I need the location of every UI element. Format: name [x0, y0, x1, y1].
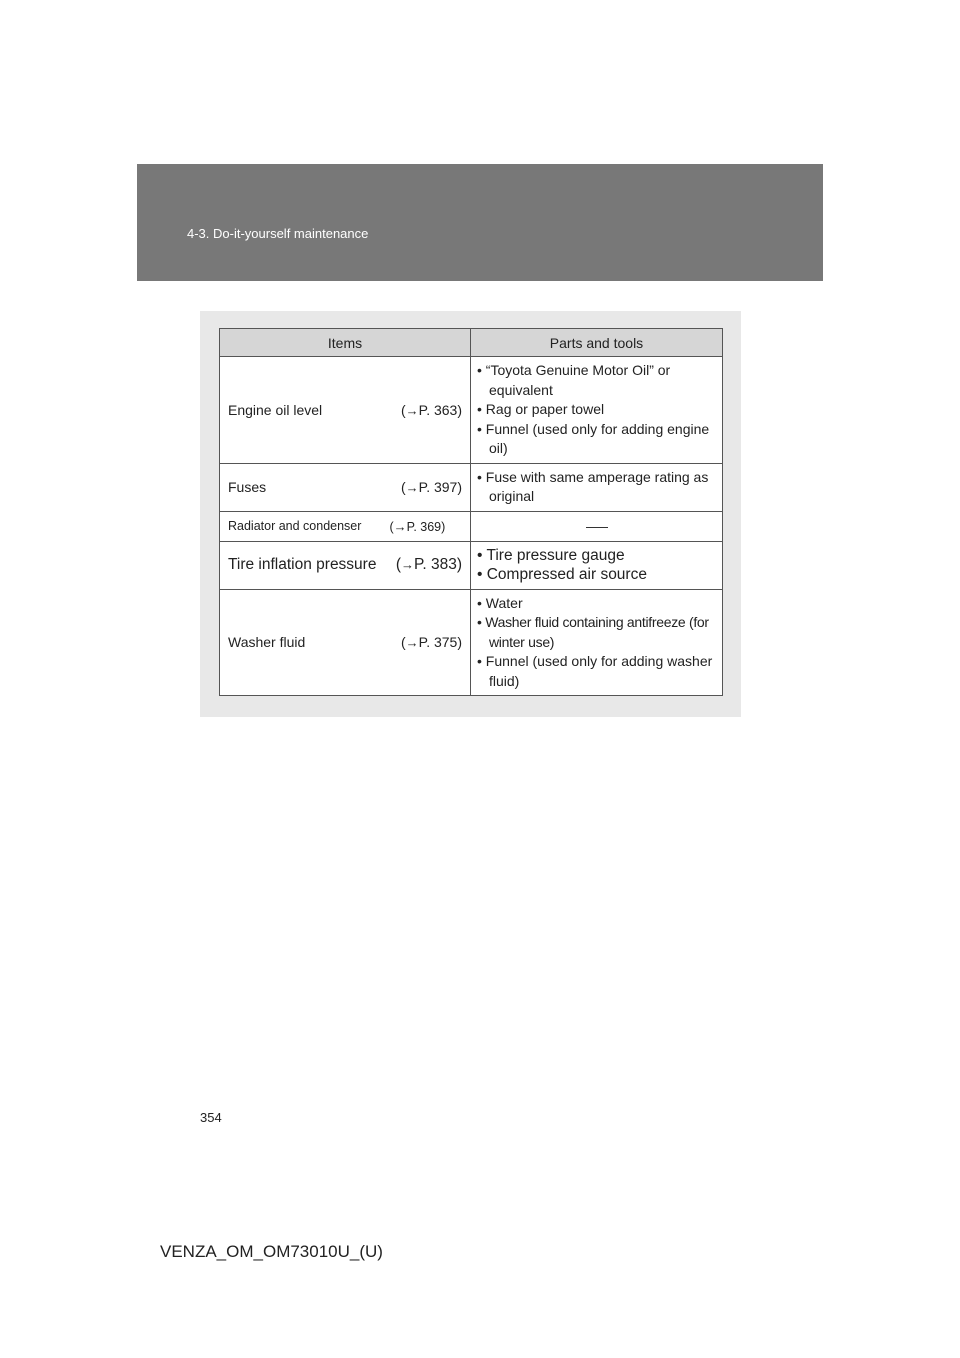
table-row — [220, 463, 723, 511]
column-header-items: Items — [220, 329, 471, 357]
item-name: Engine oil level — [228, 401, 323, 418]
document-code: VENZA_OM_OM73010U_(U) — [160, 1242, 383, 1261]
parts-list — [477, 546, 716, 585]
parts-cell — [471, 357, 723, 464]
maintenance-panel — [200, 311, 741, 717]
table-row — [220, 357, 723, 464]
section-title: 4-3. Do-it-yourself maintenance — [187, 226, 369, 241]
table-row — [220, 541, 723, 589]
item-cell — [220, 511, 471, 541]
item-name: Washer fluid — [228, 634, 306, 651]
parts-cell-empty — [471, 511, 723, 541]
parts-cell — [471, 463, 723, 511]
table-header-row — [220, 329, 723, 357]
parts-list — [477, 594, 716, 692]
item-name: Fuses — [228, 479, 267, 495]
list-item: • Fuse with same amperage rating as original — [477, 468, 709, 504]
dash-icon — [586, 527, 608, 528]
arrow-right-icon: → — [405, 635, 419, 651]
section-header-band — [137, 164, 823, 281]
page-reference: (→P. 383) — [395, 556, 462, 573]
table-row — [220, 511, 723, 541]
list-item: • Rag or paper towel — [477, 401, 605, 417]
list-item: • Tire pressure gauge — [477, 546, 625, 564]
list-item: • Washer fluid containing antifreeze (for winter use) — [477, 614, 709, 650]
list-item: • Compressed air source — [477, 566, 647, 583]
arrow-right-icon: → — [405, 402, 419, 418]
list-item: • Water — [477, 594, 523, 611]
list-item: • “Toyota Genuine Motor Oil” or equivalent — [477, 362, 671, 398]
item-name: Radiator and condenser — [228, 519, 362, 533]
item-cell — [220, 463, 471, 511]
arrow-right-icon: → — [393, 518, 407, 534]
parts-cell — [471, 589, 723, 696]
item-cell — [220, 357, 471, 464]
arrow-right-icon: → — [401, 557, 414, 572]
parts-list — [477, 361, 716, 459]
parts-list — [477, 468, 716, 507]
list-item: • Funnel (used only for adding washer fluid) — [477, 653, 713, 689]
list-item: • Funnel (used only for adding engine oil) — [477, 420, 710, 456]
page-reference: (→P. 363) — [400, 401, 462, 418]
item-name: Tire inflation pressure — [228, 556, 377, 573]
page-number: 354 — [200, 1110, 222, 1125]
item-cell — [220, 541, 471, 589]
table-row — [220, 589, 723, 696]
maintenance-table — [219, 328, 723, 696]
parts-cell — [471, 541, 723, 589]
arrow-right-icon: → — [405, 480, 419, 495]
page-reference: (→P. 375) — [400, 634, 462, 651]
column-header-parts: Parts and tools — [471, 329, 723, 357]
page-reference: (→P. 369) — [389, 518, 446, 534]
page-reference: (→P. 397) — [400, 479, 462, 495]
item-cell — [220, 589, 471, 696]
